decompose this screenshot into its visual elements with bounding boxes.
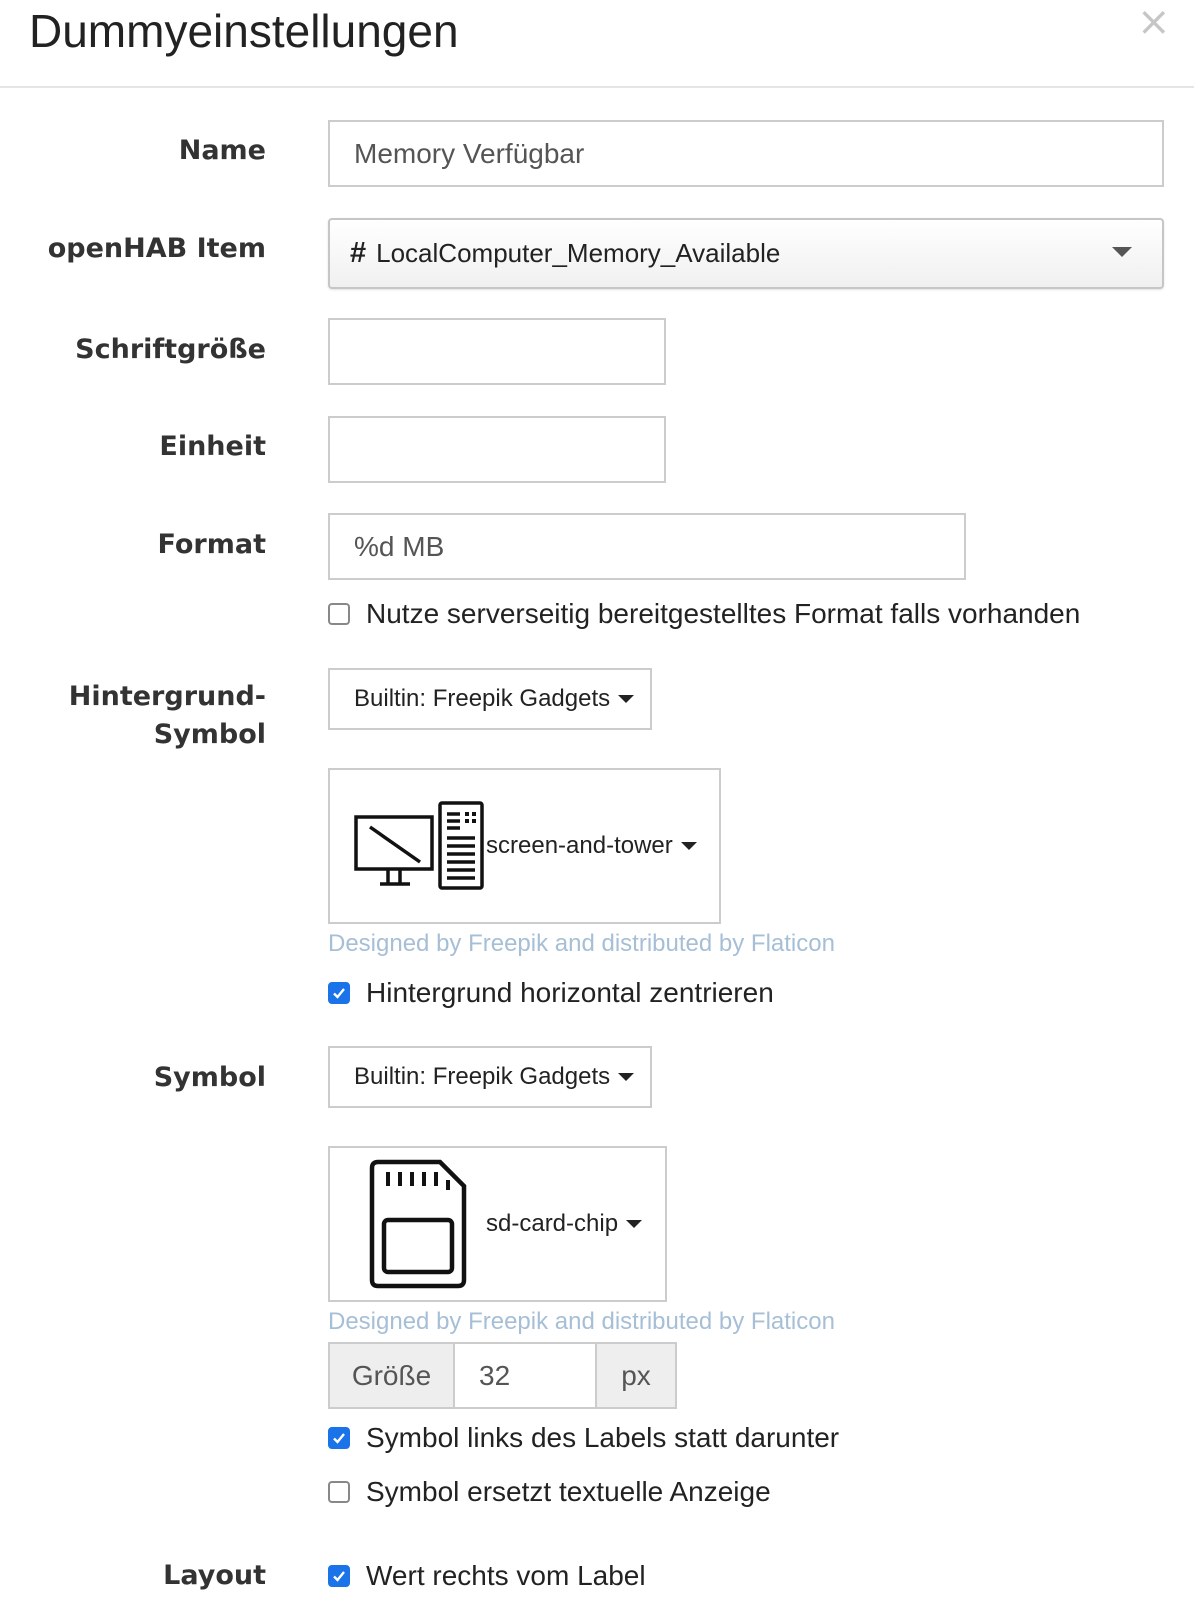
name-input[interactable]: [328, 120, 1164, 187]
format-input[interactable]: [328, 513, 966, 580]
server-format-option[interactable]: [328, 598, 1080, 630]
center-background-option[interactable]: [328, 977, 774, 1009]
name-label: Name: [178, 135, 266, 166]
background-icon-label-line1: Hintergrund-: [68, 681, 266, 712]
icon-left-checkbox[interactable]: [328, 1427, 350, 1449]
sd-card-chip-icon: [368, 1158, 468, 1290]
caret-down-icon: [681, 842, 697, 850]
icon-set-dropdown[interactable]: [328, 1046, 652, 1108]
background-icon-picker[interactable]: [328, 768, 721, 924]
size-input[interactable]: 32: [455, 1342, 595, 1409]
item-select[interactable]: [328, 218, 1164, 289]
center-background-text: Hintergrund horizontal zentrieren: [366, 977, 774, 1008]
server-format-checkbox[interactable]: [328, 603, 350, 625]
screen-and-tower-icon: [354, 800, 486, 892]
caret-down-icon: [618, 695, 634, 703]
value-right-option[interactable]: [328, 1560, 646, 1592]
icon-replace-checkbox[interactable]: [328, 1481, 350, 1503]
unit-label: Einheit: [159, 431, 266, 462]
dialog-header: [0, 0, 1194, 88]
icon-label: Symbol: [153, 1062, 266, 1093]
value-right-text: Wert rechts vom Label: [366, 1560, 646, 1591]
background-icon-set-dropdown[interactable]: [328, 668, 652, 730]
value-right-checkbox[interactable]: [328, 1565, 350, 1587]
item-label: openHAB Item: [47, 233, 266, 264]
server-format-text: Nutze serverseitig bereitgestelltes Format falls vorhanden: [366, 598, 1081, 629]
icon-left-text: Symbol links des Labels statt darunter: [366, 1422, 840, 1453]
item-select-value: LocalComputer_Memory_Available: [376, 238, 781, 268]
icon-size-group: [328, 1342, 677, 1409]
layout-label: Layout: [163, 1560, 266, 1591]
format-input-value: %d MB: [354, 530, 445, 562]
checkmark-icon: [331, 985, 347, 1001]
center-background-checkbox[interactable]: [328, 982, 350, 1004]
background-icon-set-value: Builtin: Freepik Gadgets: [354, 685, 611, 712]
icon-replace-option[interactable]: [328, 1476, 771, 1508]
hash-icon: #: [350, 237, 367, 269]
caret-down-icon: [618, 1073, 634, 1081]
icon-left-option[interactable]: [328, 1422, 839, 1454]
dialog-title: Dummyeinstellungen: [29, 5, 459, 57]
size-label: Größe: [328, 1342, 455, 1409]
checkmark-icon: [331, 1430, 347, 1446]
icon-replace-text: Symbol ersetzt textuelle Anzeige: [366, 1476, 771, 1507]
icon-picker[interactable]: [328, 1146, 667, 1302]
font-size-input[interactable]: [328, 318, 666, 385]
icon-name: sd-card-chip: [486, 1210, 619, 1237]
checkmark-icon: [331, 1568, 347, 1584]
name-input-value: Memory Verfügbar: [354, 137, 585, 169]
chevron-down-icon: [1112, 247, 1132, 257]
icon-set-value: Builtin: Freepik Gadgets: [354, 1063, 611, 1090]
background-icon-name: screen-and-tower: [486, 832, 673, 859]
font-size-label: Schriftgröße: [75, 334, 266, 365]
size-unit: px: [595, 1342, 677, 1409]
background-icon-credit[interactable]: Designed by Freepik and distributed by Flaticon: [328, 930, 835, 957]
background-icon-label-line2: Symbol: [153, 719, 266, 750]
icon-credit[interactable]: Designed by Freepik and distributed by Flaticon: [328, 1308, 835, 1335]
format-label: Format: [157, 529, 266, 560]
caret-down-icon: [626, 1220, 642, 1228]
close-icon[interactable]: ×: [1137, 0, 1171, 45]
unit-input[interactable]: [328, 416, 666, 483]
